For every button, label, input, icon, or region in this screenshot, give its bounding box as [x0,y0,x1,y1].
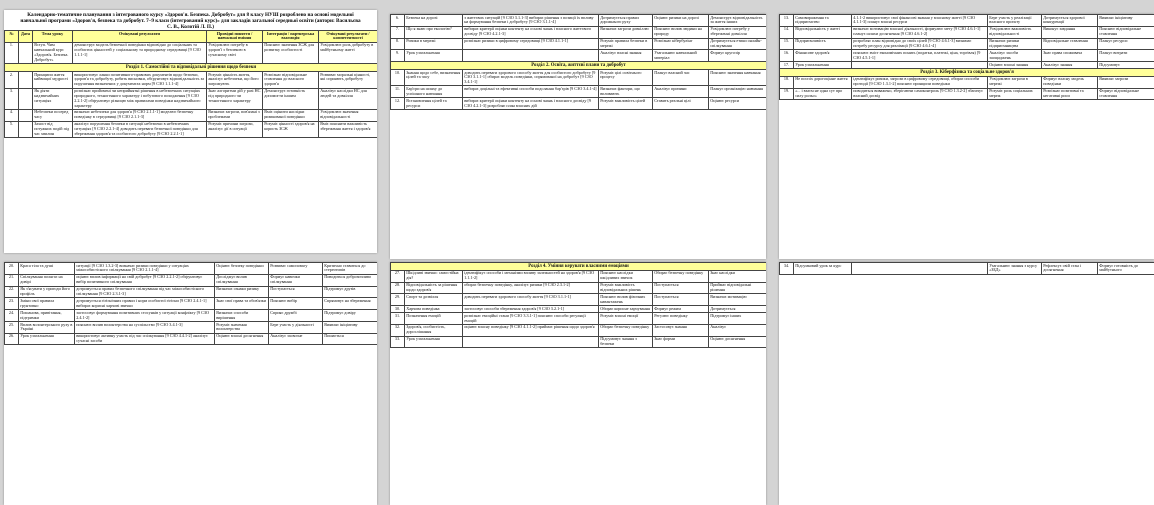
table-cell: Що я знаю про екологію? [405,26,463,38]
section-heading: Розділ 4. Уміння керувати власними емоціями [391,263,767,271]
table-cell: 34. [780,263,794,275]
table-cell: пояснює вплив волонтерства на суспільство [9 СЗО 3.4.1-3] [75,321,215,333]
table-row [391,336,767,348]
table-cell: 1. [5,42,19,63]
table-row [5,333,378,345]
table-cell: Усвідомлює потребу у збереженні довкілля [709,26,767,38]
table-cell [852,62,988,69]
table-cell: Формує власну модель поведінки [1042,76,1098,88]
table-cell: Дотримується етики онлайн-спілкування [709,38,767,50]
table-cell: Демонструє готовність допомогти іншим [263,88,319,109]
table-row [391,294,767,306]
table-cell: Розвиває моральні цінності, які сприяють добробуту [319,71,378,88]
table-cell: Вплив волонтерського руху в Україні [19,321,75,333]
table-cell: Дотримується правил дорожнього руху [599,15,653,27]
table-cell: Розуміє важливість цілей [599,98,653,110]
table-cell: Регулює поведінку [653,313,709,325]
section-heading-row [5,64,378,72]
table-cell: Усвідомлює роль добробуту в майбутньому житті [319,42,378,63]
table-cell: Формує режим [653,306,709,313]
table-cell: 33. [391,336,405,348]
table-cell: 26. [5,333,19,345]
table-cell: 28. [391,282,405,294]
table-cell: Виявляє загрози [1098,76,1154,88]
table-cell: розпізнає ризики в цифровому середовищі [9 СЗО 4.1.1-1] [463,38,599,50]
table-cell: Пошанова, привітання, підтримки [19,310,75,322]
table-cell: Підсумковий урок за курс [794,263,852,275]
table-row [780,38,1154,50]
table-row [391,98,767,110]
table-cell: 22. [5,286,19,298]
table-cell: Визначає способи вирішення [215,310,269,322]
plan-table [4,262,377,345]
table-cell: Усвідомлює значення відповідальності [319,109,378,121]
table-cell: Виконує завдання [1042,26,1098,38]
table-cell: пояснює зміст економічних понять (податки, платежі, ціна, торгівля) [9 СЗО 4.5.1-1] [852,50,988,62]
plan-table [390,14,766,110]
table-cell: Бере участь у реалізації власного проєкту [988,15,1042,27]
table-cell: 20. [5,263,19,275]
table-cell: Принципи життя найвищої мудрості [33,71,73,88]
table-cell: Поступається [653,282,709,294]
table-cell [19,121,33,138]
table-cell: Розуміє значення волонтерства [215,321,269,333]
table-cell: ідентифікує ризики, загрози в цифровому середовищі, обирає способи протидії [9 СЗО 1.3.1-2] пояснює принципи поведінки [852,76,988,88]
table-row [5,321,378,333]
table-cell: 9. [391,50,405,62]
table-cell: 14. [780,26,794,38]
table-row [391,306,767,313]
table-cell: Обирає безпечну поведінку [653,270,709,282]
table-cell [852,263,988,275]
table-cell: Знає алгоритми дій у разі НС під природного чи техногенного характеру [207,88,263,109]
table-cell: Аналізує [709,324,767,336]
column-header: Дата [19,31,33,43]
table-cell: Формує готовність до майбутнього [1098,263,1154,275]
table-cell: Краса тіла та душі [19,263,75,275]
table-cell: Розуміє правила безпеки в мережі [599,38,653,50]
table-cell: Визначає ознаки ризику [215,286,269,298]
table-cell: Оцінює безпеку поведінки [215,263,269,275]
table-row [780,50,1154,62]
table-cell: доводить переваги здорового способу життя [9 СЗО 3.1.1-1] [463,294,599,306]
section-heading: Розділ 3. Кіберфізика та соціальне здоров'я [780,69,1154,77]
table-cell: дотримується правил безпечного спілкування під час міжособистісного спілкування [9 СЗО 2.3.1-3] [75,286,215,298]
table-row [780,263,1154,275]
table-cell: Визначає фактори, що впливають [599,86,653,98]
table-cell: Відповідальність у житті [794,26,852,38]
table-cell: вибирає доцільні та ефективні способи подолання бар'єрів [9 СЗО 3.4.1-4] [463,86,599,98]
table-cell: Підсумовує знання з безпеки [599,336,653,348]
table-cell: 7. [391,26,405,38]
table-cell: дотримується гігієнічних правил і норм особистої гігієни [9 СЗО 2.4.1-1] вибирає корисні харчові звички [75,298,215,310]
table-cell: Досліджує вплив спілкування [215,274,269,286]
table-cell: 5. [5,121,19,138]
table-cell: обирає безпечну поведінку, аналізує ризики [9 СЗО 2.3.1-2] [463,282,599,294]
table-cell: Дотримується [709,306,767,313]
table-cell: Розпізнає кібербулінг [653,38,709,50]
table-cell: Підсумовує [1098,62,1154,69]
table-cell: Самовираження та підприємство [794,15,852,27]
table-cell: Вміє пояснити важливість збереження життя і здоров'я [319,121,378,138]
table-cell: Критично ставиться до стереотипів [323,263,378,275]
table-row [391,282,767,294]
plan-table [779,262,1154,275]
table-cell: Визначає ризики підприємництва [988,38,1042,50]
table-cell: 29. [391,294,405,306]
table-cell: Як діяти надзвичайних ситуаціях [33,88,73,109]
table-cell: визначає мотивацію власної діяльності, формулює мету [9 СЗО 4.6.1-1] планує шляхи досягнення [9 СЗО 4.6.1-2] [852,26,988,38]
table-cell: Бере участь у діяльності [269,321,323,333]
table-row [5,88,378,109]
table-cell: Захист від потужних подій під час хвилин [33,121,73,138]
table-cell: Обирає безпечну поведінку [599,324,653,336]
table-cell: 12. [391,98,405,110]
table-cell: Не поспіх дорогоцінне життя [794,76,852,88]
table-cell: вибирає критерії оцінки контенту на основі знань і власного досвіду [9 СЗО 4.2.1-3] розробляє план власних дій [463,98,599,110]
table-cell: Поступається [269,286,323,298]
table-cell: з життєвих ситуацій [9 СЗО 3.1.1-3] вибирає рішення з позиції їх впливу на формування безпеки і добробуту [9 СЗО 3.1.1-4] [463,15,599,27]
table-cell: 16. [780,50,794,62]
table-cell: Оцінює ризики на дорозі [653,15,709,27]
table-cell: Урок узагальнення [405,50,463,62]
table-row [5,263,378,275]
table-cell: Аналізує власні знання [599,50,653,62]
table-cell: Відповідальність за рішення щодо здоров'я [405,282,463,294]
table-cell: Розпізнає відповідальне ставлення до власного здоров'я [263,71,319,88]
plan-table [4,30,377,138]
table-cell: Спрямовує на збереження [323,298,378,310]
column-header: Інтеграція / партнерська взаємодія [263,31,319,43]
column-header: Очікувані результати / компетентності [319,31,378,43]
table-cell: ситуації [9 СЗО 1.3.2-3] визначає ризики поведінки у ситуаціях міжособистісного спілкування [9 СЗО 2.1.1-4] [75,263,215,275]
table-cell: Розуміє цілі освітнього процесу [599,69,653,86]
table-cell [19,71,33,88]
table-cell: Урок узагальнення [405,336,463,348]
table-cell [19,42,33,63]
table-cell: Аналізує знання [1042,62,1098,69]
table-cell: 17. [780,62,794,69]
table-cell: Розпізнає позитивні та негативні риси [1042,88,1098,100]
table-cell: Приймає відповідальні рішення [709,282,767,294]
table-cell: «... і взаєм не одна сут про силу рольо» [794,88,852,100]
table-cell: Підтримує інших [709,313,767,325]
column-header: Тема уроку [33,31,73,43]
section-heading-row [391,62,767,70]
table-cell: Підтримує друзів [323,286,378,298]
table-row [391,69,767,86]
table-cell: 15. [780,38,794,50]
table-cell: Знання щодо себе, визначення цілей та часу [405,69,463,86]
table-row [391,26,767,38]
table-row [391,270,767,282]
table-cell: 4.1.1-2 використовує свої фінансові знання у власному житті [9 СЗО 4.1.1-3] планує власні ресурси [852,15,988,27]
table-cell: Визначає загрози, пов'язані з проблемами [207,109,263,121]
table-row [391,15,767,27]
table-row [5,121,378,138]
table-cell: 23. [5,298,19,310]
table-cell: Визначає загрози довкіллю [599,26,653,38]
table-cell: Усвідомлює важливість відповідальності [988,26,1042,38]
section-heading-row [780,69,1154,77]
table-cell: розпізнає прийомені чи неприйнятні рішення в небезпечних ситуаціях природного, техногенного характеру і побутового походження [9 СЗО 2.2.1-2] обґрунтовує різницю між правилами поведінки надзвичайного характеру [73,88,207,109]
table-cell: 21. [5,274,19,286]
table-cell: оцінює вплив інформації на свій добробут [9 СЗО 2.2.1-2] обґрунтовує вибір позитивного спілкування [75,274,215,286]
table-cell: Пояснює значення навчання [709,69,767,86]
table-cell: Фінансове здоров'я [794,50,852,62]
table-cell: Спорт та дозвілля [405,294,463,306]
table-cell: Урок узагальнення [19,333,75,345]
table-cell: Здоров'я, особистість, дорослішання [405,324,463,336]
table-cell: Аналізує причини [653,86,709,98]
table-cell: Узагальнює навчальний матеріал [653,50,709,62]
column-header: Провідні поняття / навчальні вміння [207,31,263,43]
table-cell: Розуміє роль соціальних мереж [988,88,1042,100]
table-cell: Виявляє ініціативу [323,321,378,333]
table-row [5,310,378,322]
table-cell: вибирає критерії оцінки контенту на основі знань і власного життєвого досвіду [9 СЗО 4.2.1-3] [463,26,599,38]
table-row [391,38,767,50]
table-cell: Розуміє цінності здоров'я на користь ЗСЖ [263,121,319,138]
table-cell: Встановлення цілей та ресурси [405,98,463,110]
table-row [780,62,1154,69]
table-cell: 25. [5,321,19,333]
table-cell: Аналізує наслідки НС для людей та довкілля [319,88,378,109]
table-cell: Виявляє ініціативу [1098,15,1154,27]
table-cell: Зміни свої правила грунтовно [19,298,75,310]
table-cell: 30. [391,306,405,313]
table-cell: Аналізує засвоєне [269,333,323,345]
table-cell: Позначення емоцій [405,313,463,325]
table-cell [463,336,599,348]
table-cell: 27. [391,270,405,282]
table-cell: Знає наслідки [709,270,767,282]
table-cell: Оцінює власні досягнення [215,333,269,345]
table-cell: Пишається [323,333,378,345]
table-cell: розпізнає емоційні стани [9 СЗО 3.3.1-1] пояснює способи регуляції емоцій [463,313,599,325]
table-cell: Демонструє відповідальність за життя інших [709,15,767,27]
table-cell: Формує навички спілкування [269,274,323,286]
document-page-4 [4,262,377,505]
document-page-2 [390,14,766,259]
column-header: Очікувані результати [73,31,207,43]
page-title: Календарно-тематичне планування з інтегрованого курсу «Здоров'я. Безпека. Добробут» для 8 класу НУШ розроблено на основі модельної навчальної програми «Здоров'я, безпека та добробут. 7–9 класи (інтегрований курс)» для закладів загальної середньої освіти (автори: Васильєва С. В., Колотій Л. П.) [20,12,361,30]
table-row [780,88,1154,100]
table-cell: Оцінює ресурси [709,98,767,110]
table-cell: 13. [780,15,794,27]
table-row [5,286,378,298]
table-cell: Урок узагальнення [794,62,852,69]
document-page-1 [4,10,377,253]
document-page-5 [390,262,766,505]
table-cell: Оцінює власні знання [988,62,1042,69]
table-cell: використовує активну участь під час спілкування [9 СЗО 4.4.1-2] аналізує сучасні засоби [75,333,215,345]
table-cell: Безпека на дорозі [405,15,463,27]
table-cell: Обирає корисне харчування [599,306,653,313]
table-cell: 6. [391,15,405,27]
table-cell: Ставить реальні цілі [653,98,709,110]
plan-table [779,14,1154,100]
table-row [5,71,378,88]
table-cell: поводиться виважено, зберігаючи самоконтроль [9 СЗО 1.3.2-2] збагачує власний досвід [852,88,988,100]
table-cell: Розуміє власні емоції [599,313,653,325]
table-cell: Аналізує засоби заощаджень [988,50,1042,62]
table-cell: Небезпеки посеред часу [33,109,73,121]
table-row [391,313,767,325]
table-cell: Пояснює вплив фізичних навантажень [599,294,653,306]
table-cell: розробляє план відповідно до своїх цілей [9 СЗО 4.6.1-3] визначає потребу ресурсу для реалізації [9 СЗО 4.6.1-4] [852,38,988,50]
table-cell: Рефлексує свій стан і досягнення [1042,263,1098,275]
table-cell: Знає права споживача [1042,50,1098,62]
table-cell: Застосовує знання [653,324,709,336]
table-cell: 8. [391,38,405,50]
table-cell: Сприяє дружбі [269,310,323,322]
table-cell: Пояснює вплив людини на природу [653,26,709,38]
table-cell: Спілкування полягає на довірі [19,274,75,286]
table-cell: Шкідливі звички: самостійна дія? [405,270,463,282]
table-cell: застосовує способи збереження здоров'я [9 СЗО 3.2.1-1] [463,306,599,313]
table-cell: використовує ланки позитивного-правових документів щодо безпеки, здоров'я та добробуту, робить висновки, обґрунтовує відповідальність за порушення визначених у документах норм [9 СЗО 1.1.1-4] [73,71,207,88]
table-cell: Харчова поведінка [405,306,463,313]
column-header: № [5,31,19,43]
table-row [5,42,378,63]
section-heading: Розділ 2. Освіта, життєві плани та добробут [391,62,767,70]
table-cell: Ризики в мережі [405,38,463,50]
table-cell: Відповідальне ставлення [1042,38,1098,50]
table-cell: Знає форми [653,336,709,348]
table-cell: Планує власний час [653,69,709,86]
table-cell: Підприємливість [794,38,852,50]
table-cell: Розуміє причини загрози, аналізує дії в ситуації [207,121,263,138]
table-cell: Розуміє важливість відповідальних рішень [599,282,653,294]
table-cell: Визначає мотивацію [709,294,767,306]
table-cell: Підтримує довіру [323,310,378,322]
table-cell: Дотримується здорової конкуренції [1042,15,1098,27]
table-cell: Планує організацію навчання [709,86,767,98]
document-page-3 [779,14,1154,259]
table-row [780,26,1154,38]
table-cell: 19. [780,88,794,100]
table-row [5,274,378,286]
table-cell: Формує кругозір [709,50,767,62]
table-cell: Планує витрати [1098,50,1154,62]
table-cell: Узагальнює знання з курсу «ЗБД» [988,263,1042,275]
section-heading: Розділ 1. Самостійні та відповідальні рішення щодо безпеки [5,64,378,72]
table-cell: аналізує порушення безпеки в ситуації небезпеки в небезпечних ситуаціях [9 СЗО 2.2.1-4] доводить переваги безпечної поведінки для збереження здоров'я та особистого добробуту [9 СЗО 2.2.1-1] [73,121,207,138]
table-cell: 2. [5,71,19,88]
table-cell: Планує ресурси [1098,38,1154,50]
table-cell [19,109,33,121]
plan-table [390,262,766,348]
table-cell: Вступ. Чим навчальний курс «Здоров'я. Безпека. Добробут» [33,42,73,63]
table-cell: Оцінює досягнення [709,336,767,348]
table-cell: 18. [780,76,794,88]
table-cell: 3. [5,88,19,109]
table-cell: Пояснює відповідальне ставлення [1098,26,1154,38]
table-cell: Вміє оцінити наслідки ризикованої поведінки [263,109,319,121]
table-cell: Знає свої права та обов'язки [215,298,269,310]
table-cell: 4. [5,109,19,121]
table-row [780,76,1154,88]
table-cell: Усвідомлює потребу в здоров'ї з безпекою в сучасному світі [207,42,263,63]
table-cell: Поступається [653,294,709,306]
table-row [5,109,378,121]
table-row [391,86,767,98]
table-cell: доводить переваги здорового способу життя для особистого добробуту [9 СЗО 3.1.1-1] обирає модель поведінки, спрямованої на добробут [9 СЗО 3.4.1-1] [463,69,599,86]
table-cell: демонструє модель безпечної поведінки відповідно до соціальних та особистих цінностей у соціальному та природному середовищі [9 СЗО 1.1.1-1] [73,42,207,63]
table-cell: Пояснює значення ЗСЖ для розвитку особистості [263,42,319,63]
table-cell [463,50,599,62]
table-cell: 32. [391,324,405,336]
table-cell: 31. [391,313,405,325]
table-row [391,50,767,62]
table-cell: 11. [391,86,405,98]
table-cell: Поводиться доброзичливо [323,274,378,286]
table-cell: Розвиває самоповагу [269,263,323,275]
table-cell: 24. [5,310,19,322]
table-cell: Формує відповідальне ставлення [1098,88,1154,100]
table-cell: Бар'єри на шляху до успішного навчання [405,86,463,98]
table-row [391,324,767,336]
table-cell: визначає небезпеки для здоров'я [9 СЗО 2.1.1-1] моделює безпечну поведінку в середовищі [9 СЗО 2.1.1-3] [73,109,207,121]
table-cell: 10. [391,69,405,86]
table-cell [19,88,33,109]
section-heading-row [391,263,767,271]
document-page-6 [779,262,1154,505]
table-cell: застосовує формування позитивних стосунків у ситуації конфлікту [9 СЗО 2.4.1-2] [75,310,215,322]
table-cell: Як з'ясувати у пригоди його профіль [19,286,75,298]
table-cell: ідентифікує способи і механізми впливу залежностей на здоров'я [9 СЗО 1.1.1-2] [463,270,599,282]
table-cell: оцінює власну поведінку [9 СЗО 4.1.1-2] приймає рішення щодо здоров'я [463,324,599,336]
table-row [780,15,1154,27]
table-cell: Пояснює наслідки шкідливих звичок [599,270,653,282]
table-cell: Розуміє цінність життя, аналізує небезпеки, що його загрожують [207,71,263,88]
table-row [5,298,378,310]
table-cell: Усвідомлює загрози в мережі [988,76,1042,88]
table-cell: Пояснює вибір [269,298,323,310]
